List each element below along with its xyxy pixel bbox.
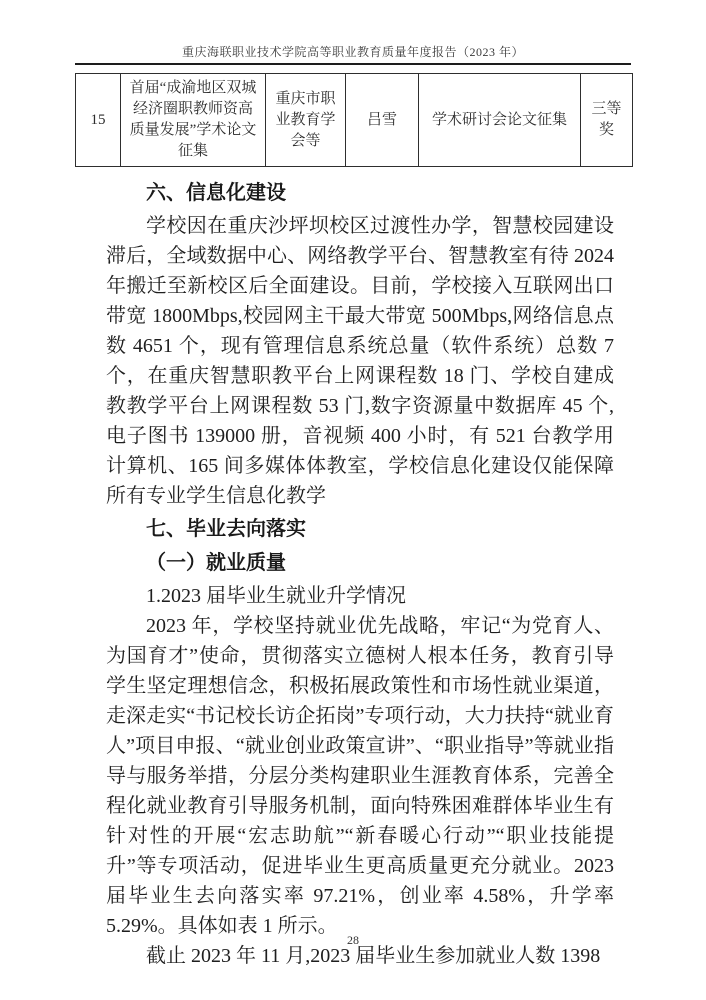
cell-project-name: 首届“成渝地区双城经济圈职教师资高质量发展”学术论文征集	[121, 74, 266, 167]
cell-row-number: 15	[76, 74, 121, 167]
page-footer	[0, 933, 706, 948]
section-6-heading: 六、信息化建设	[146, 182, 286, 204]
award-table	[75, 73, 633, 167]
report-title: 重庆海联职业技术学院高等职业教育质量年度报告（2023 年）	[181, 45, 524, 59]
cell-category: 学术研讨会论文征集	[419, 74, 581, 167]
cell-organizer: 重庆市职业教育学会等	[266, 74, 346, 167]
table-row	[76, 74, 633, 167]
header-rule	[75, 63, 631, 65]
cell-person: 吕雪	[346, 74, 419, 167]
page-header	[75, 0, 631, 60]
page-number: 28	[347, 933, 359, 947]
section-7-paragraph-1: 2023 年，学校坚持就业优先战略，牢记“为党育人、为国育才”使命，贯彻落实立德树人根本任务，教育引导学生坚定理想信念，积极拓展政策性和市场性就业渠道，走深走实“书记校长访企拓岗”专项行动，大力扶持“就业育人”项目申报、“就业创业政策宣讲”、“职业指导”等就业指导与服务举措，分层分类构建职业生涯教育体系，完善全程化就业教育引导服务机制，面向特殊困难群体毕业生有针对性的开展“宏志助航”“新春暖心行动”“职业技能提升”等专项活动，促进毕业生更高质量更充分就业。2023 届毕业生去向落实率 97.21%，创业率 4.58%，升学率 5.29%。具体如表 1 所示。	[106, 615, 614, 937]
section-7-item-title: 1.2023 届毕业生就业升学情况	[146, 585, 406, 607]
section-7-heading: 七、毕业去向落实	[146, 518, 306, 540]
cell-award: 三等奖	[581, 74, 633, 167]
section-6-paragraph: 学校因在重庆沙坪坝校区过渡性办学，智慧校园建设滞后，全域数据中心、网络教学平台、智慧教室有待 2024 年搬迁至新校区后全面建设。目前，学校接入互联网出口带宽 1800Mbps,校园网主干最大带宽 500Mbps,网络信息点数 4651 个，现有管理信息系统总量（软件系统）总数 7 个，在重庆智慧职教平台上网课程数 18 门、学校自建成教教学平台上网课程数 53 门,数字资源量中数据库 45 个,电子图书 139000 册，音视频 400 小时，有 521 台教学用计算机、165 间多媒体体教室，学校信息化建设仅能保障所有专业学生信息化教学	[106, 215, 614, 507]
section-7-subheading: （一）就业质量	[146, 552, 286, 574]
section-7-paragraph-2: 截止 2023 年 11 月,2023 届毕业生参加就业人数 1398	[146, 945, 601, 967]
document-body	[106, 177, 614, 971]
